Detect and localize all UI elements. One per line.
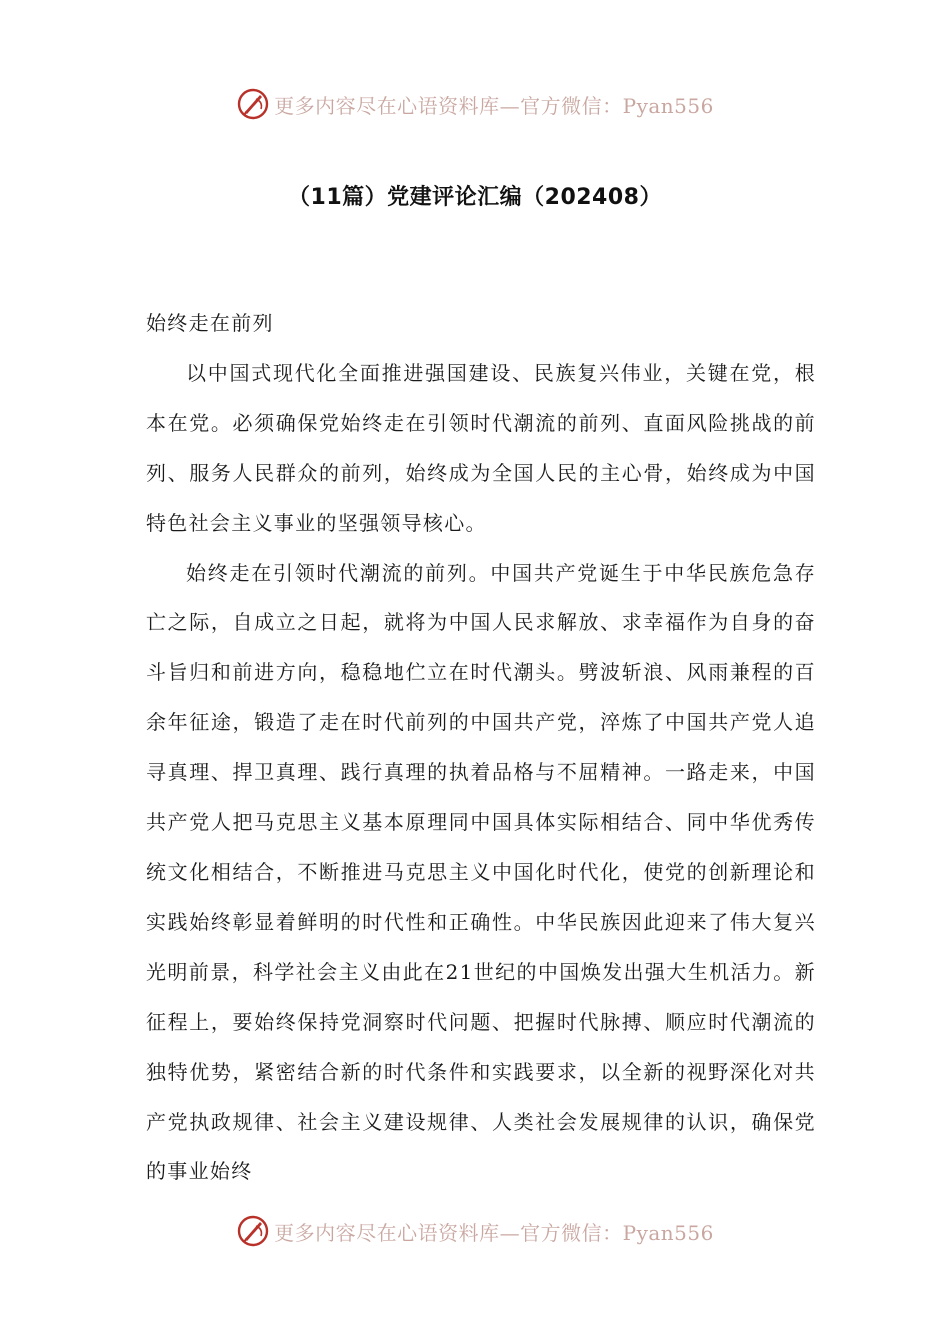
document-body [146, 299, 816, 1197]
watermark-text: 更多内容尽在心语资料库—官方微信：Pyan556 [274, 93, 714, 118]
footer-watermark [0, 1211, 950, 1251]
paragraph-2: 始终走在引领时代潮流的前列。中国共产党诞生于中华民族危急存亡之际，自成立之日起，就将为中国人民求解放、求幸福作为自身的奋斗旨归和前进方向，稳稳地伫立在时代潮头。劈波斩浪、风雨兼程的百余年征途，锻造了走在时代前列的中国共产党，淬炼了中国共产党人追寻真理、捍卫真理、践行真理的执着品格与不屈精神。一路走来，中国共产党人把马克思主义基本原理同中国具体实际相结合、同中华优秀传统文化相结合，不断推进马克思主义中国化时代化，使党的创新理论和实践始终彰显着鲜明的时代性和正确性。中华民族因此迎来了伟大复兴光明前景，科学社会主义由此在21世纪的中国焕发出强大生机活力。新征程上，要始终保持党洞察时代问题、把握时代脉搏、顺应时代潮流的独特优势，紧密结合新的时代条件和实践要求，以全新的视野深化对共产党执政规律、社会主义建设规律、人类社会发展规律的认识，确保党的事业始终 [146, 560, 816, 1184]
paragraph-1: 以中国式现代化全面推进强国建设、民族复兴伟业，关键在党，根本在党。必须确保党始终走在引领时代潮流的前列、直面风险挑战的前列、服务人民群众的前列，始终成为全国人民的主心骨，始终成为中国特色社会主义事业的坚强领导核心。 [146, 360, 816, 535]
header-watermark [0, 84, 950, 124]
document-title: （11篇）党建评论汇编（202408） [288, 185, 662, 210]
section-heading: 始终走在前列 [146, 311, 274, 335]
watermark-text: 更多内容尽在心语资料库—官方微信：Pyan556 [274, 1220, 714, 1245]
quill-seal-icon [236, 87, 270, 121]
quill-seal-icon [236, 1214, 270, 1248]
